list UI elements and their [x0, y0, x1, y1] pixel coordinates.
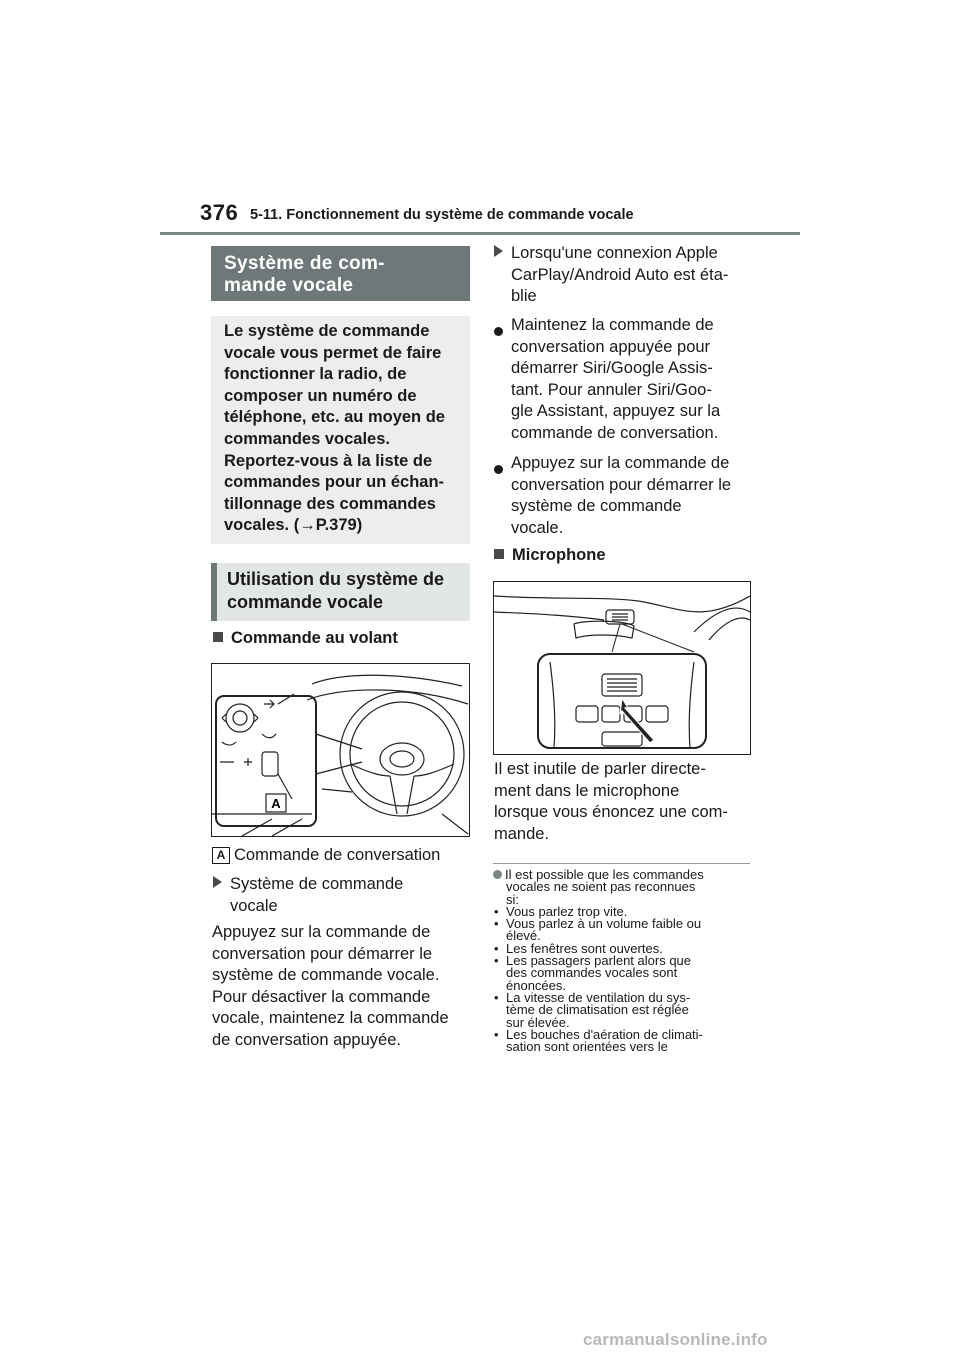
- subhead-line: Utilisation du système de: [227, 569, 445, 589]
- note-line: vocales ne soient pas reconnues: [506, 879, 696, 895]
- carplay-line: blie: [511, 287, 537, 305]
- bullet-line: Maintenez la commande de: [511, 316, 714, 334]
- header-rule: [160, 232, 800, 235]
- subsection-heading: [211, 563, 470, 621]
- intro-line-link[interactable]: vocales. (→P.379): [224, 516, 363, 535]
- legend-row: [212, 845, 440, 867]
- note-bullet-cont: sation sont orientées vers le: [506, 1039, 668, 1055]
- note-bullet-cont: sur élevée.: [506, 1014, 570, 1030]
- mic-para-line: lorsque vous énoncez une com-: [494, 803, 728, 821]
- intro-line: commandes pour un échan-: [224, 473, 445, 492]
- para-line: vocale, maintenez la commande: [212, 1009, 449, 1027]
- siri-bullet: [494, 315, 754, 444]
- voice-system-item: [213, 874, 470, 917]
- intro-line: fonctionner la radio, de: [224, 365, 407, 384]
- microphone-heading: [494, 546, 606, 565]
- note-bullet-cont: des commandes vocales sont: [506, 965, 678, 981]
- intro-box: [211, 316, 470, 544]
- microphone-paragraph: [494, 759, 756, 845]
- bullet-line: démarrer Siri/Google Assis-: [511, 359, 713, 377]
- para-line: Appuyez sur la commande de: [212, 923, 431, 941]
- voice-system-line: vocale: [230, 896, 278, 915]
- figure-callout-label: A: [271, 796, 281, 811]
- note-bullet: • Les fenêtres sont ouvertes.: [493, 943, 750, 955]
- mic-para-line: Il est inutile de parler directe-: [494, 760, 706, 778]
- bullet-line: Appuyez sur la commande de: [511, 454, 730, 472]
- note-bullet: • Vous parlez à un volume faible ou: [493, 918, 750, 930]
- bullet-line: système de commande: [511, 497, 682, 515]
- section-title: 5-11. Fonctionnement du système de commande vocale: [250, 207, 634, 223]
- bullet-line: conversation appuyée pour: [511, 337, 711, 356]
- mic-para-line: mande.: [494, 824, 550, 843]
- carplay-line: CarPlay/Android Auto est éta-: [511, 265, 729, 284]
- steering-heading: [213, 629, 398, 648]
- round-bullet-icon: [494, 465, 503, 474]
- intro-line: composer un numéro de: [224, 386, 417, 405]
- note-bullet: • La vitesse de ventilation du sys-: [493, 992, 750, 1004]
- microphone-heading-text: Microphone: [512, 546, 606, 564]
- pointer-arrow-icon: [620, 698, 654, 743]
- bullet-line: conversation pour démarrer le: [511, 475, 732, 494]
- para-line: système de commande vocale.: [212, 966, 440, 984]
- triangle-bullet-icon: [494, 245, 503, 257]
- bullet-line: tant. Pour annuler Siri/Goo-: [511, 380, 712, 399]
- note-bullet-cont: tème de climatisation est réglée: [506, 1002, 689, 1018]
- intro-line: téléphone, etc. au moyen de: [224, 408, 445, 427]
- note-bullet-cont: élevé.: [506, 928, 541, 944]
- subhead-line: commande vocale: [227, 592, 384, 612]
- microphone-illustration: [494, 582, 750, 754]
- bullet-line: vocale.: [511, 518, 564, 537]
- banner-line: mande vocale: [224, 275, 354, 296]
- para-line: Pour désactiver la commande: [212, 987, 431, 1006]
- steering-heading-text: Commande au volant: [231, 629, 398, 647]
- bullet-line: commande de conversation.: [511, 423, 719, 442]
- para-line: de conversation appuyée.: [212, 1030, 401, 1049]
- round-bullet-icon: [494, 327, 503, 336]
- legend-text: Commande de conversation: [234, 846, 441, 864]
- voice-paragraph: [212, 922, 474, 1051]
- intro-line: tillonnage des commandes: [224, 494, 436, 513]
- bullet-line: gle Assistant, appuyez sur la: [511, 402, 721, 420]
- triangle-bullet-icon: [213, 876, 222, 888]
- note-dot-icon: [493, 870, 502, 879]
- note-bullet: • Vous parlez trop vite.: [493, 906, 750, 918]
- note-bullet: • Les passagers parlent alors que: [493, 955, 750, 967]
- note-bullet: • Les bouches d'aération de climati-: [493, 1029, 750, 1041]
- page-number: 376: [200, 200, 239, 225]
- para-line: conversation pour démarrer le: [212, 944, 433, 963]
- note-bullet-cont: énoncées.: [506, 977, 566, 993]
- carplay-item: [494, 243, 754, 308]
- note-line: Il est possible que les commandes: [505, 867, 704, 882]
- section-banner: [211, 246, 470, 301]
- microphone-figure: [493, 581, 751, 755]
- legend-label-box: A: [212, 847, 230, 864]
- banner-line: Système de com-: [224, 253, 385, 274]
- note-line: si:: [506, 891, 519, 907]
- square-bullet-icon: [494, 549, 504, 559]
- mic-para-line: ment dans le microphone: [494, 781, 680, 800]
- steering-wheel-figure: [211, 663, 470, 837]
- intro-line: Le système de commande: [224, 322, 430, 340]
- carplay-line: Lorsqu'une connexion Apple: [511, 244, 718, 262]
- watermark: carmanualsonline.info: [583, 1330, 768, 1349]
- voice-system-line: Système de commande: [230, 875, 404, 893]
- intro-line: vocale vous permet de faire: [224, 343, 442, 362]
- intro-line: commandes vocales.: [224, 429, 390, 448]
- intro-line: Reportez-vous à la liste de: [224, 451, 433, 470]
- notes-block: [493, 863, 750, 1053]
- square-bullet-icon: [213, 632, 223, 642]
- steering-wheel-illustration: [212, 664, 469, 836]
- voice-start-bullet: [494, 453, 754, 539]
